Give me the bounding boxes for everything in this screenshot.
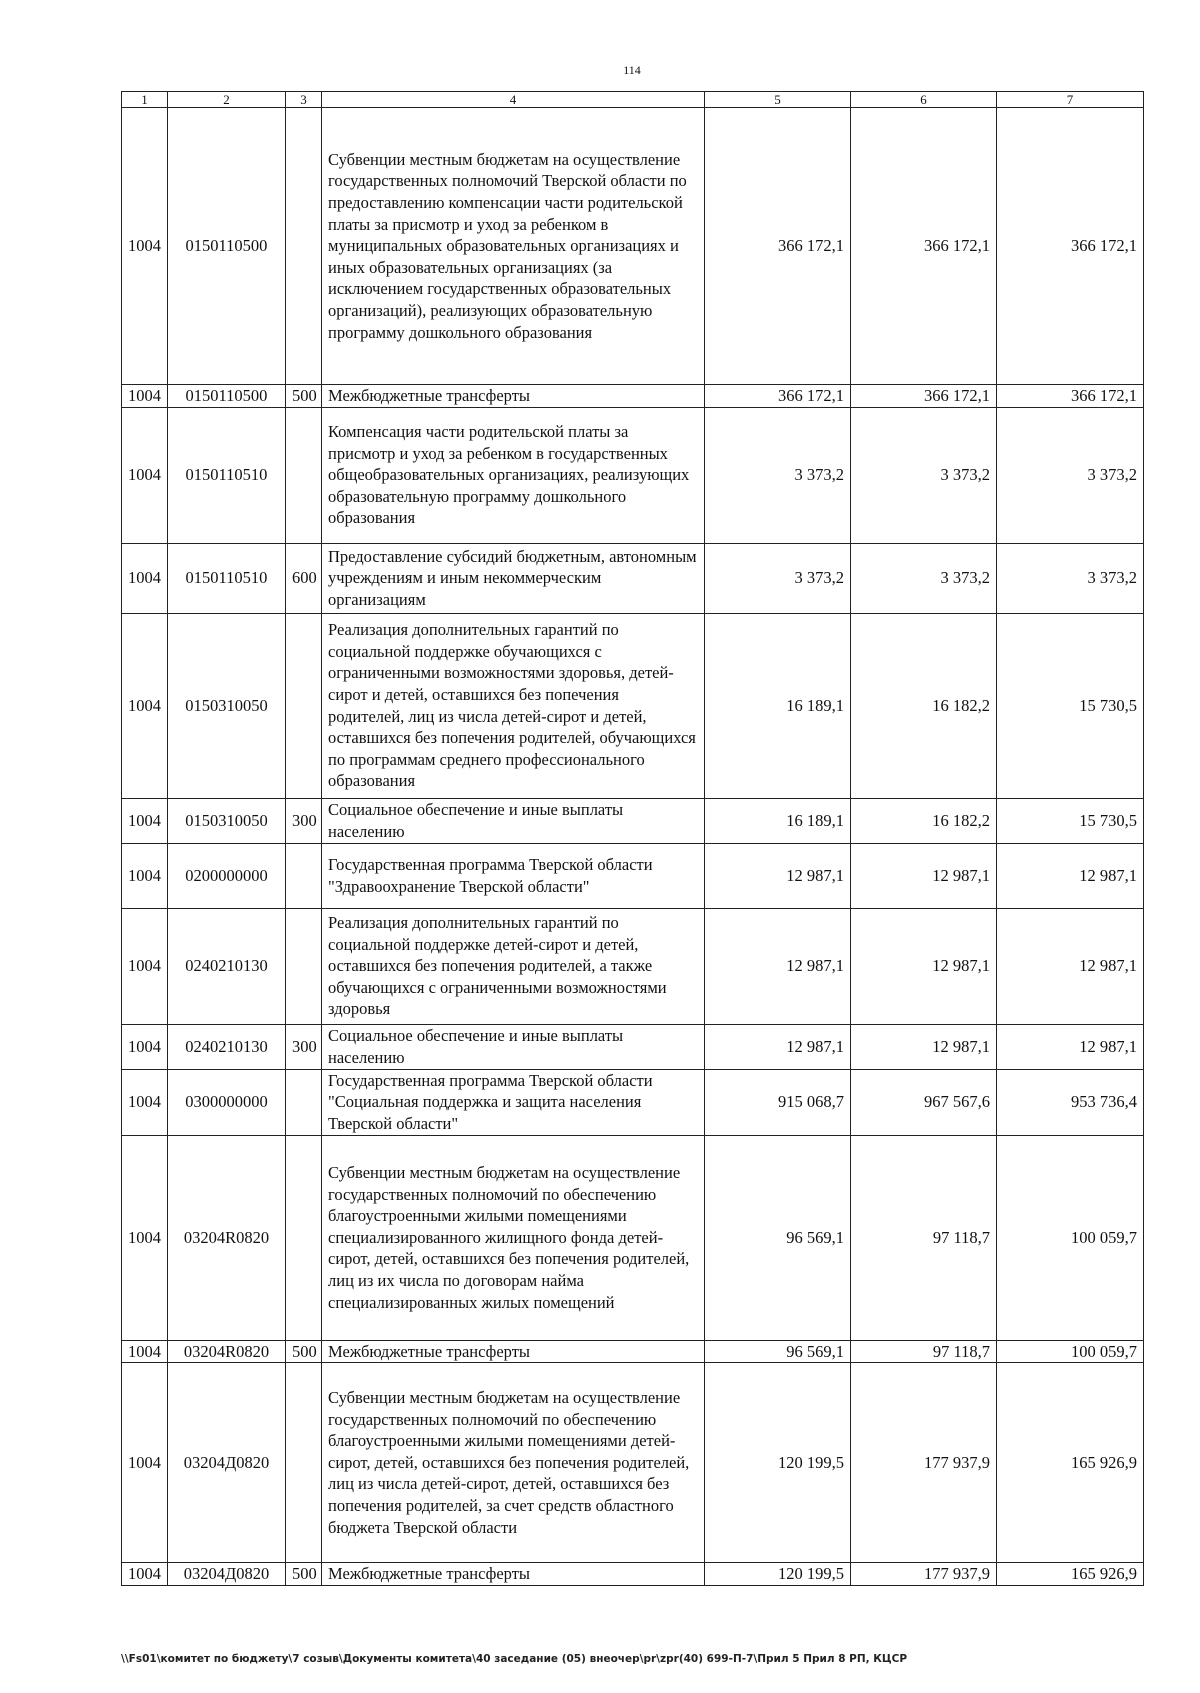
description-cell: Субвенции местным бюджетам на осуществление государственных полномочий по обеспечению благоустроенными жилыми помещениями специализированного жилищного фонда детей-сирот, детей, оставшихся без попечения родителей, лиц из их числа по договорам найма специализированных жилых помещений	[322, 1135, 705, 1340]
table-row	[122, 108, 1144, 385]
section-cell: 1004	[122, 1563, 168, 1586]
table-row	[122, 1069, 1144, 1135]
amount-year3-cell: 15 730,5	[997, 613, 1144, 798]
section-cell: 1004	[122, 1024, 168, 1069]
amount-year3-cell: 12 987,1	[997, 908, 1144, 1024]
footer-file-path: \\Fs01\комитет по бюджету\7 созыв\Документы комитета\40 заседание (05) внеочер\pr\zpr(40) 699-П-7\Прил 5 Прил 8 РП, КЦСР	[121, 1653, 908, 1665]
expense-type-cell	[286, 613, 322, 798]
amount-year2-cell: 3 373,2	[851, 543, 997, 613]
table-row	[122, 613, 1144, 798]
expense-type-cell: 300	[286, 1024, 322, 1069]
table-row	[122, 407, 1144, 543]
amount-year2-cell: 177 937,9	[851, 1563, 997, 1586]
amount-year2-cell: 16 182,2	[851, 798, 997, 843]
target-code-cell: 0150110500	[168, 108, 286, 385]
amount-year2-cell: 366 172,1	[851, 108, 997, 385]
amount-year1-cell: 915 068,7	[705, 1069, 851, 1135]
amount-year1-cell: 96 569,1	[705, 1340, 851, 1363]
table-row	[122, 1024, 1144, 1069]
section-cell: 1004	[122, 1069, 168, 1135]
amount-year2-cell: 12 987,1	[851, 1024, 997, 1069]
target-code-cell: 0300000000	[168, 1069, 286, 1135]
amount-year3-cell: 100 059,7	[997, 1340, 1144, 1363]
section-cell: 1004	[122, 108, 168, 385]
amount-year2-cell: 16 182,2	[851, 613, 997, 798]
target-code-cell: 03204R0820	[168, 1135, 286, 1340]
description-cell: Субвенции местным бюджетам на осуществление государственных полномочий по обеспечению благоустроенными жилыми помещениями детей-сирот, детей, оставшихся без попечения родителей, лиц из числа детей-сирот, детей, оставшихся без попечения родителей, за счет средств областного бюджета Тверской области	[322, 1363, 705, 1563]
amount-year2-cell: 12 987,1	[851, 908, 997, 1024]
amount-year1-cell: 96 569,1	[705, 1135, 851, 1340]
amount-year3-cell: 12 987,1	[997, 843, 1144, 908]
description-cell: Межбюджетные трансферты	[322, 1563, 705, 1586]
amount-year3-cell: 366 172,1	[997, 385, 1144, 408]
table-row	[122, 1363, 1144, 1563]
expense-type-cell	[286, 843, 322, 908]
amount-year2-cell: 3 373,2	[851, 407, 997, 543]
table-row	[122, 843, 1144, 908]
col-header-6: 6	[851, 92, 997, 108]
amount-year1-cell: 12 987,1	[705, 843, 851, 908]
description-cell: Субвенции местным бюджетам на осуществление государственных полномочий Тверской области по предоставлению компенсации части родительской платы за присмотр и уход за ребенком в муниципальных образовательных организациях и иных образовательных организациях (за исключением государственных образовательных организаций), реализующих образовательную программу дошкольного образования	[322, 108, 705, 385]
page-number: 114	[623, 63, 641, 77]
expense-type-cell	[286, 407, 322, 543]
amount-year2-cell: 967 567,6	[851, 1069, 997, 1135]
amount-year2-cell: 12 987,1	[851, 843, 997, 908]
header-row	[122, 92, 1144, 108]
section-cell: 1004	[122, 543, 168, 613]
description-cell: Социальное обеспечение и иные выплаты населению	[322, 1024, 705, 1069]
amount-year2-cell: 177 937,9	[851, 1363, 997, 1563]
table-row	[122, 1135, 1144, 1340]
amount-year2-cell: 97 118,7	[851, 1340, 997, 1363]
section-cell: 1004	[122, 798, 168, 843]
amount-year1-cell: 3 373,2	[705, 543, 851, 613]
amount-year3-cell: 366 172,1	[997, 108, 1144, 385]
description-cell: Предоставление субсидий бюджетным, автономным учреждениям и иным некоммерческим организациям	[322, 543, 705, 613]
amount-year1-cell: 16 189,1	[705, 798, 851, 843]
target-code-cell: 03204Д0820	[168, 1363, 286, 1563]
amount-year2-cell: 366 172,1	[851, 385, 997, 408]
description-cell: Реализация дополнительных гарантий по социальной поддержке детей-сирот и детей, оставшихся без попечения родителей, а также обучающихся с ограниченными возможностями здоровья	[322, 908, 705, 1024]
description-cell: Межбюджетные трансферты	[322, 1340, 705, 1363]
amount-year3-cell: 12 987,1	[997, 1024, 1144, 1069]
section-cell: 1004	[122, 613, 168, 798]
target-code-cell: 0240210130	[168, 1024, 286, 1069]
amount-year2-cell: 97 118,7	[851, 1135, 997, 1340]
amount-year3-cell: 165 926,9	[997, 1563, 1144, 1586]
description-cell: Государственная программа Тверской области "Социальная поддержка и защита населения Тверской области"	[322, 1069, 705, 1135]
col-header-1: 1	[122, 92, 168, 108]
col-header-2: 2	[168, 92, 286, 108]
amount-year3-cell: 165 926,9	[997, 1363, 1144, 1563]
col-header-4: 4	[322, 92, 705, 108]
table-row	[122, 543, 1144, 613]
section-cell: 1004	[122, 1135, 168, 1340]
section-cell: 1004	[122, 1340, 168, 1363]
section-cell: 1004	[122, 843, 168, 908]
amount-year3-cell: 15 730,5	[997, 798, 1144, 843]
table-row	[122, 908, 1144, 1024]
table-row	[122, 1340, 1144, 1363]
target-code-cell: 0240210130	[168, 908, 286, 1024]
table-row	[122, 385, 1144, 408]
table-row	[122, 1563, 1144, 1586]
section-cell: 1004	[122, 908, 168, 1024]
amount-year3-cell: 3 373,2	[997, 543, 1144, 613]
expense-type-cell: 500	[286, 385, 322, 408]
description-cell: Реализация дополнительных гарантий по социальной поддержке обучающихся с ограниченными возможностями здоровья, детей-сирот и детей, оставшихся без попечения родителей, лиц из числа детей-сирот и детей, оставшихся без попечения родителей, обучающихся по программам среднего профессионального образования	[322, 613, 705, 798]
col-header-3: 3	[286, 92, 322, 108]
expense-type-cell	[286, 108, 322, 385]
expense-type-cell: 300	[286, 798, 322, 843]
expense-type-cell	[286, 1363, 322, 1563]
target-code-cell: 0150110500	[168, 385, 286, 408]
description-cell: Межбюджетные трансферты	[322, 385, 705, 408]
expense-type-cell: 600	[286, 543, 322, 613]
col-header-5: 5	[705, 92, 851, 108]
amount-year3-cell: 3 373,2	[997, 407, 1144, 543]
target-code-cell: 0150110510	[168, 407, 286, 543]
target-code-cell: 03204Д0820	[168, 1563, 286, 1586]
target-code-cell: 0150110510	[168, 543, 286, 613]
target-code-cell: 0200000000	[168, 843, 286, 908]
amount-year1-cell: 120 199,5	[705, 1563, 851, 1586]
description-cell: Компенсация части родительской платы за присмотр и уход за ребенком в государственных общеобразовательных организациях, реализующих образовательную программу дошкольного образования	[322, 407, 705, 543]
expense-type-cell: 500	[286, 1340, 322, 1363]
target-code-cell: 0150310050	[168, 798, 286, 843]
section-cell: 1004	[122, 407, 168, 543]
table-row	[122, 798, 1144, 843]
amount-year1-cell: 366 172,1	[705, 108, 851, 385]
amount-year1-cell: 12 987,1	[705, 908, 851, 1024]
amount-year3-cell: 100 059,7	[997, 1135, 1144, 1340]
target-code-cell: 03204R0820	[168, 1340, 286, 1363]
amount-year1-cell: 16 189,1	[705, 613, 851, 798]
amount-year1-cell: 3 373,2	[705, 407, 851, 543]
expense-type-cell: 500	[286, 1563, 322, 1586]
amount-year1-cell: 120 199,5	[705, 1363, 851, 1563]
target-code-cell: 0150310050	[168, 613, 286, 798]
budget-table	[121, 91, 1144, 1586]
expense-type-cell	[286, 1135, 322, 1340]
col-header-7: 7	[997, 92, 1144, 108]
section-cell: 1004	[122, 1363, 168, 1563]
expense-type-cell	[286, 908, 322, 1024]
amount-year1-cell: 366 172,1	[705, 385, 851, 408]
expense-type-cell	[286, 1069, 322, 1135]
section-cell: 1004	[122, 385, 168, 408]
amount-year3-cell: 953 736,4	[997, 1069, 1144, 1135]
description-cell: Социальное обеспечение и иные выплаты населению	[322, 798, 705, 843]
description-cell: Государственная программа Тверской области "Здравоохранение Тверской области"	[322, 843, 705, 908]
amount-year1-cell: 12 987,1	[705, 1024, 851, 1069]
